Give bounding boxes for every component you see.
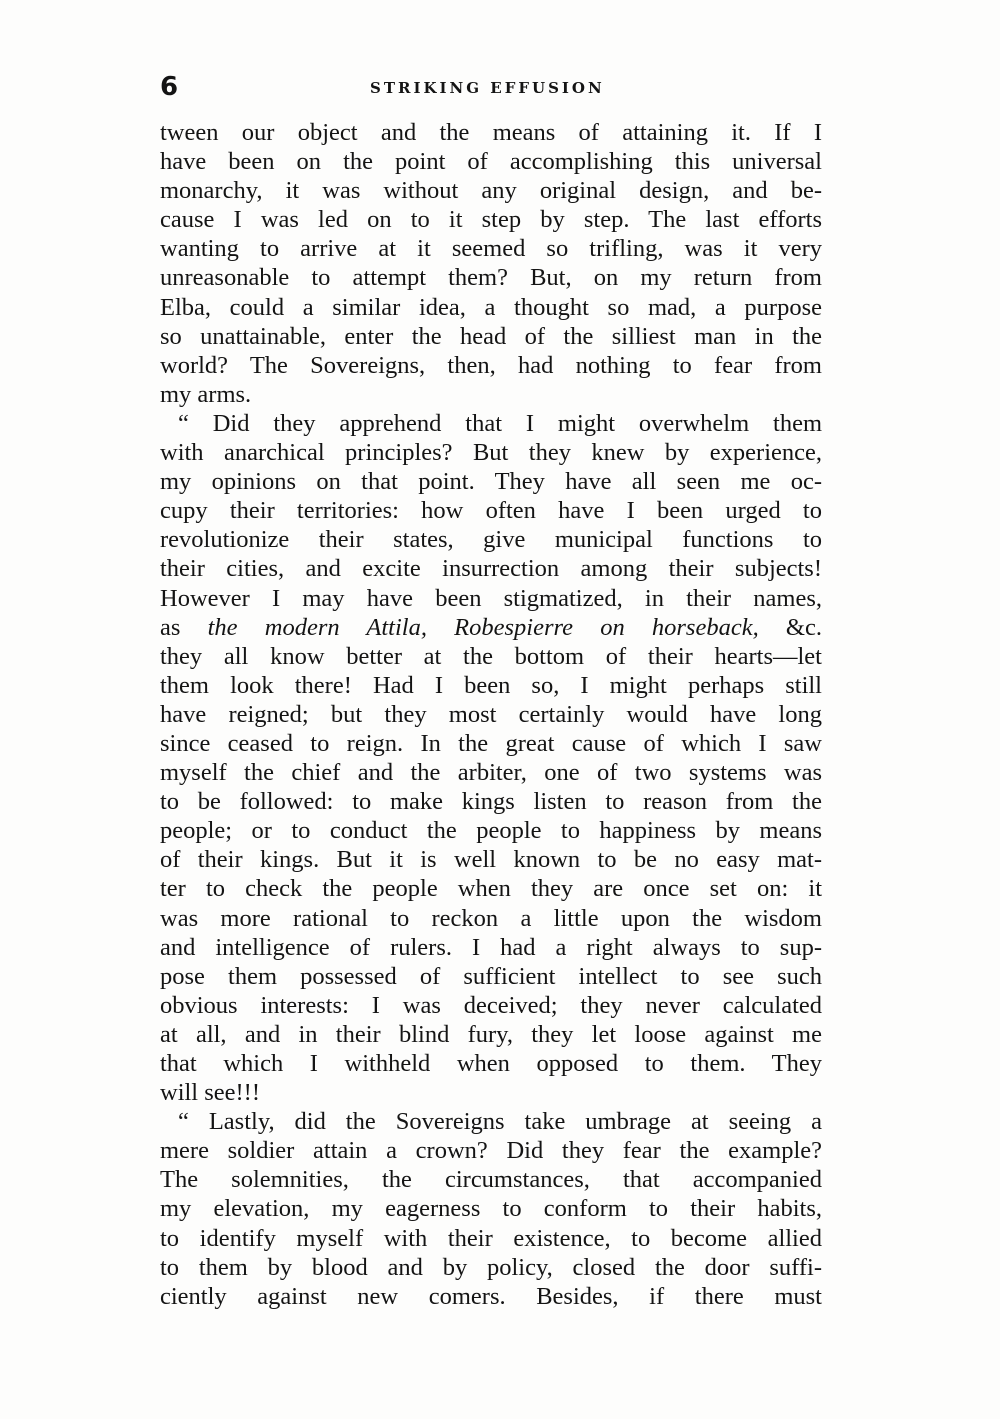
text-line: pose them possessed of sufficient intellect to see such	[160, 962, 822, 990]
text-line: “ Did they apprehend that I might overwhelm them	[178, 409, 822, 437]
text-line: have been on the point of accomplishing this universal	[160, 148, 822, 176]
text-segment: &c.	[758, 613, 822, 641]
text-line: ter to check the people when they are once set on: it	[160, 875, 822, 903]
text-line: they all know better at the bottom of their hearts—let	[160, 642, 822, 670]
text-line: people; or to conduct the people to happiness by means	[160, 817, 822, 845]
text-line: wanting to arrive at it seemed so trifling, was it very	[160, 235, 822, 263]
text-line: cause I was led on to it step by step. The last efforts	[160, 206, 822, 234]
text-line: of their kings. But it is well known to be no easy mat-	[160, 846, 822, 874]
text-line: obvious interests: I was deceived; they never calculated	[160, 991, 822, 1019]
text-line: world? The Sovereigns, then, had nothing to fear from	[160, 351, 822, 379]
text-line: to be followed: to make kings listen to reason from the	[160, 788, 822, 816]
text-line: and intelligence of rulers. I had a right always to sup-	[160, 933, 822, 961]
text-line: have reigned; but they most certainly would have long	[160, 700, 822, 728]
text-line: Elba, could a similar idea, a thought so mad, a purpose	[160, 293, 822, 321]
text-line: mere soldier attain a crown? Did they fear the example?	[160, 1137, 822, 1165]
page-number: 6	[160, 72, 179, 102]
text-line: tween our object and the means of attaining it. If I	[160, 119, 822, 146]
text-line	[160, 613, 822, 642]
text-line: myself the chief and the arbiter, one of two systems was	[160, 759, 822, 787]
text-line: ciently against new comers. Besides, if there must	[160, 1282, 822, 1310]
text-line: my opinions on that point. They have all seen me oc-	[160, 468, 822, 496]
text-line: my arms.	[160, 380, 252, 408]
text-line: The solemnities, the circumstances, that accompanied	[160, 1166, 822, 1194]
text-line: to them by blood and by policy, closed the door suffi-	[160, 1253, 822, 1281]
text-line: revolutionize their states, give municipal functions to	[160, 526, 822, 554]
body-text	[160, 118, 822, 1311]
text-line: will see!!!	[160, 1079, 260, 1107]
page-header	[160, 72, 822, 104]
text-line: that which I withheld when opposed to them. They	[160, 1050, 822, 1077]
text-line: at all, and in their blind fury, they let loose against me	[160, 1020, 822, 1048]
running-head: STRIKING EFFUSION	[370, 79, 605, 97]
text-line: cupy their territories: how often have I been urged to	[160, 497, 822, 525]
text-segment: as	[160, 613, 208, 641]
text-line: their cities, and excite insurrection among their subjects!	[160, 555, 822, 583]
text-line: unreasonable to attempt them? But, on my return from	[160, 264, 822, 292]
text-line: my elevation, my eagerness to conform to their habits,	[160, 1195, 822, 1223]
text-line: “ Lastly, did the Sovereigns take umbrage at seeing a	[178, 1108, 822, 1136]
text-line: them look there! Had I been so, I might perhaps still	[160, 671, 822, 699]
text-line: was more rational to reckon a little upon the wisdom	[160, 904, 822, 932]
text-line: so unattainable, enter the head of the silliest man in the	[160, 322, 822, 350]
italic-phrase: the modern Attila, Robespierre on horseback,	[207, 613, 759, 641]
text-line: monarchy, it was without any original design, and be-	[160, 177, 822, 205]
text-line: to identify myself with their existence, to become allied	[160, 1224, 822, 1252]
text-line: However I may have been stigmatized, in their names,	[160, 584, 822, 612]
text-line: with anarchical principles? But they knew by experience,	[160, 439, 822, 467]
text-line: since ceased to reign. In the great cause of which I saw	[160, 729, 822, 757]
